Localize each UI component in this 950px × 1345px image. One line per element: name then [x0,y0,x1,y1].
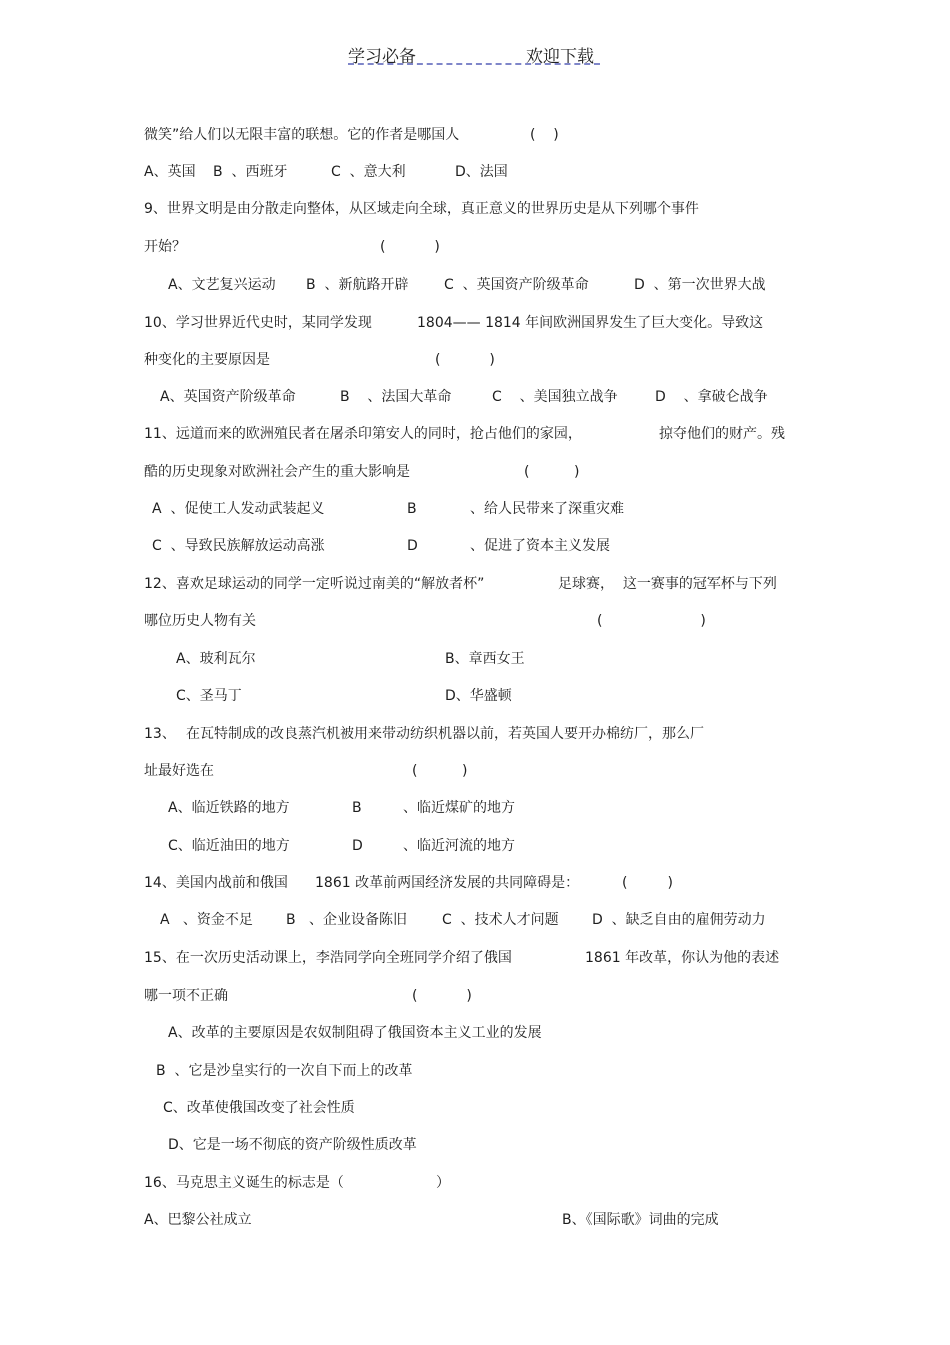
q13-option-d-letter: D [352,838,363,854]
q13-option-a: A、临近铁路的地方 [168,800,290,816]
q8-option-b: B 、西班牙 [213,164,288,180]
q9-paren: ( ) [380,239,440,255]
q10-option-b: B 、法国大革命 [340,389,452,405]
header-left: 学习必备 [348,47,416,67]
q15-option-c: C、改革使俄国改变了社会性质 [163,1100,355,1116]
q15-stem-cont: 1861 年改革，你认为他的表述 [585,950,780,966]
q11-stem-cont: 掠夺他们的财产。残 [659,426,785,442]
q12-stem: 12、喜欢足球运动的同学一定听说过南美的“解放者杯” [144,576,485,592]
q16-paren-close: ） [436,1175,450,1191]
q10-paren: ( ) [435,352,495,368]
q14-option-b: B 、企业设备陈旧 [286,912,407,928]
q14-option-c: C 、技术人才问题 [442,912,559,928]
q11-option-d: 、促进了资本主义发展 [470,538,610,554]
q14-stem: 14、美国内战前和俄国 [144,875,288,891]
q8-option-a: A、英国 [144,164,196,180]
q10-stem-cont: 1804—— 1814 年间欧洲国界发生了巨大变化。导致这 [417,315,764,331]
q16-option-b: B、《国际歌》词曲的完成 [562,1212,719,1228]
q10-option-c: C 、美国独立战争 [492,389,618,405]
q11-option-b: 、给人民带来了深重灾难 [470,501,624,517]
header-rule [348,63,600,65]
q13-option-b: 、临近煤矿的地方 [403,800,515,816]
q15-option-a: A、改革的主要原因是农奴制阻碍了俄国资本主义工业的发展 [168,1025,542,1041]
q13-option-d: 、临近河流的地方 [403,838,515,854]
q11-stem: 11、远道而来的欧洲殖民者在屠杀印第安人的同时，抢占他们的家园， [144,426,582,442]
q13-stem-2: 址最好选在 [144,763,214,779]
q14-option-a: A 、资金不足 [160,912,253,928]
q8-option-d: D、法国 [455,164,508,180]
q14-paren: ( ) [622,875,673,891]
q14-option-d: D 、缺乏自由的雇佣劳动力 [592,912,766,928]
q12-option-b: B、章西女王 [445,651,525,667]
q11-paren: ( ) [524,464,580,480]
q14-stem-cont: 1861 改革前两国经济发展的共同障碍是： [315,875,580,891]
q11-option-a: A 、促使工人发动武装起义 [152,501,325,517]
q9-option-b: B 、新航路开辟 [306,277,409,293]
q9-stem: 9、世界文明是由分散走向整体，从区域走向全球，真正意义的世界历史是从下列哪个事件 [144,201,699,217]
q15-stem: 15、在一次历史活动课上，李浩同学向全班同学介绍了俄国 [144,950,512,966]
q8-stem-end: 微笑”给人们以无限丰富的联想。它的作者是哪国人 [144,127,460,143]
q9-stem-2: 开始？ [144,239,186,255]
q10-stem: 10、学习世界近代史时，某同学发现 [144,315,372,331]
q13-option-c: C、临近油田的地方 [168,838,290,854]
q15-paren: ( ) [412,988,472,1004]
q13-number: 13、 [144,726,176,742]
q10-option-a: A、英国资产阶级革命 [160,389,296,405]
q12-option-d: D、华盛顿 [445,688,512,704]
q15-option-d: D、它是一场不彻底的资产阶级性质改革 [168,1137,417,1153]
q12-stem-cont: 足球赛， 这一赛事的冠军杯与下列 [558,576,777,592]
q15-stem-2: 哪一项不正确 [144,988,228,1004]
q11-stem-2: 酷的历史现象对欧洲社会产生的重大影响是 [144,464,410,480]
q9-option-d: D 、第一次世界大战 [634,277,766,293]
q11-option-d-letter: D [407,538,418,554]
q12-option-c: C、圣马丁 [176,688,242,704]
q16-stem: 16、马克思主义诞生的标志是（ [144,1175,344,1191]
q8-paren: ( ) [530,127,559,143]
q8-option-c: C 、意大利 [331,164,406,180]
q12-option-a: A、玻利瓦尔 [176,651,256,667]
q11-option-b-letter: B [407,501,417,517]
q12-stem-2: 哪位历史人物有关 [144,613,256,629]
q12-paren: ( ) [597,613,706,629]
q13-option-b-letter: B [352,800,362,816]
q13-paren: ( ) [412,763,468,779]
q13-stem: 在瓦特制成的改良蒸汽机被用来带动纺织机器以前，若英国人要开办棉纺厂，那么厂 [186,726,704,742]
q15-option-b: B 、它是沙皇实行的一次自下而上的改革 [156,1063,413,1079]
header-right: 欢迎下载 [526,47,594,67]
q9-option-a: A、文艺复兴运动 [168,277,276,293]
q11-option-c: C 、导致民族解放运动高涨 [152,538,325,554]
q10-stem-2: 种变化的主要原因是 [144,352,270,368]
q10-option-d: D 、拿破仑战争 [655,389,768,405]
q16-option-a: A、巴黎公社成立 [144,1212,252,1228]
q9-option-c: C 、英国资产阶级革命 [444,277,589,293]
